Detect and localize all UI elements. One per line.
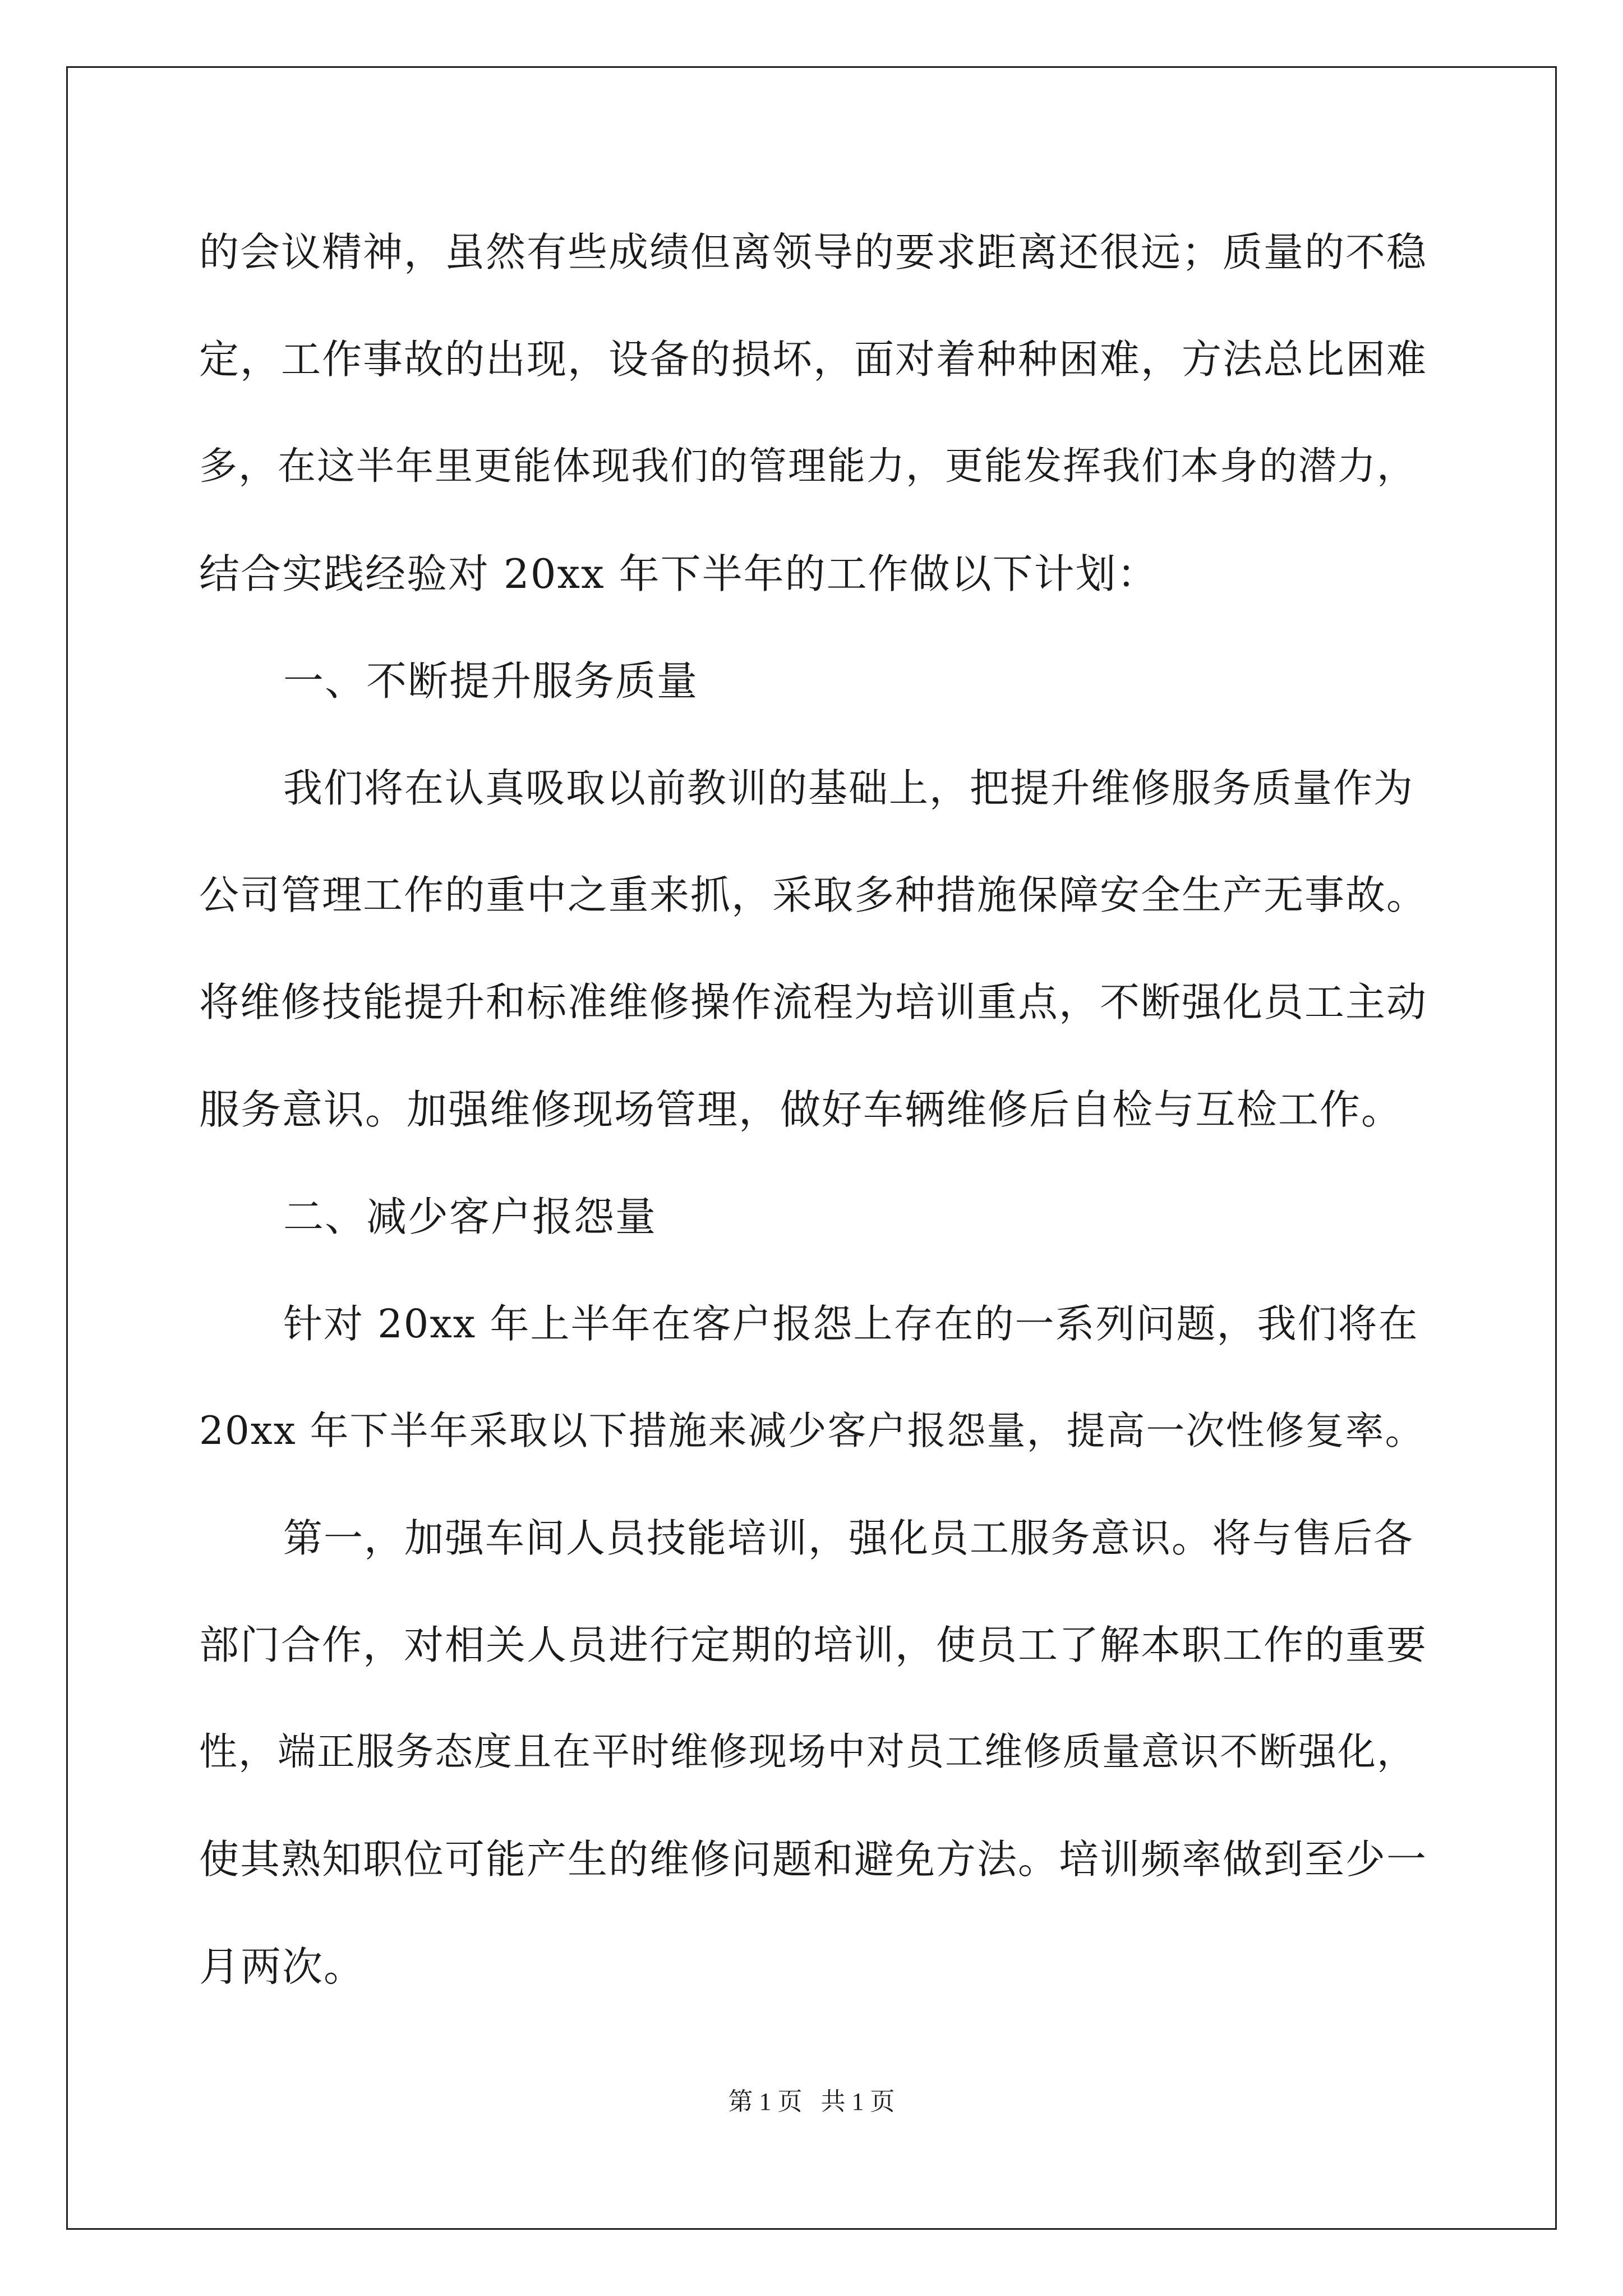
body-line: 使其熟知职位可能产生的维修问题和避免方法。培训频率做到至少一 — [199, 1836, 1428, 1883]
body-line: 性，端正服务态度且在平时维修现场中对员工维修质量意识不断强化， — [199, 1730, 1417, 1774]
body-line: 我们将在认真吸取以前教训的基础上，把提升维修服务质量作为 — [283, 765, 1414, 811]
body-line: 月两次。 — [199, 1943, 366, 1990]
body-line: 结合实践经验对 20xx 年下半年的工作做以下计划： — [199, 550, 1159, 597]
body-line: 的会议精神，虽然有些成绩但离领导的要求距离还很远；质量的不稳 — [199, 229, 1428, 275]
body-line: 第一，加强车间人员技能培训，强化员工服务意识。将与售后各 — [283, 1515, 1414, 1561]
body-line: 部门合作，对相关人员进行定期的培训，使员工了解本职工作的重要 — [199, 1622, 1428, 1668]
section-heading: 一、不断提升服务质量 — [283, 657, 699, 705]
body-line: 多，在这半年里更能体现我们的管理能力，更能发挥我们本身的潜力， — [199, 444, 1417, 489]
body-line: 公司管理工作的重中之重来抓，采取多种措施保障安全生产无事故。 — [199, 872, 1428, 918]
body-line: 将维修技能提升和标准维修操作流程为培训重点，不断强化员工主动 — [199, 979, 1428, 1025]
page-footer: 第 1 页 共 1 页 — [728, 2088, 895, 2115]
body-line: 针对 20xx 年上半年在客户报怨上存在的一系列问题，我们将在 — [283, 1301, 1419, 1347]
body-line: 20xx 年下半年采取以下措施来减少客户报怨量，提高一次性修复率。 — [199, 1409, 1425, 1453]
section-heading: 二、减少客户报怨量 — [283, 1193, 657, 1240]
body-line: 服务意识。加强维修现场管理，做好车辆维修后自检与互检工作。 — [199, 1086, 1403, 1133]
document-body — [199, 219, 1427, 2040]
body-line: 定，工作事故的出现，设备的损坏，面对着种种困难，方法总比困难 — [199, 336, 1428, 383]
